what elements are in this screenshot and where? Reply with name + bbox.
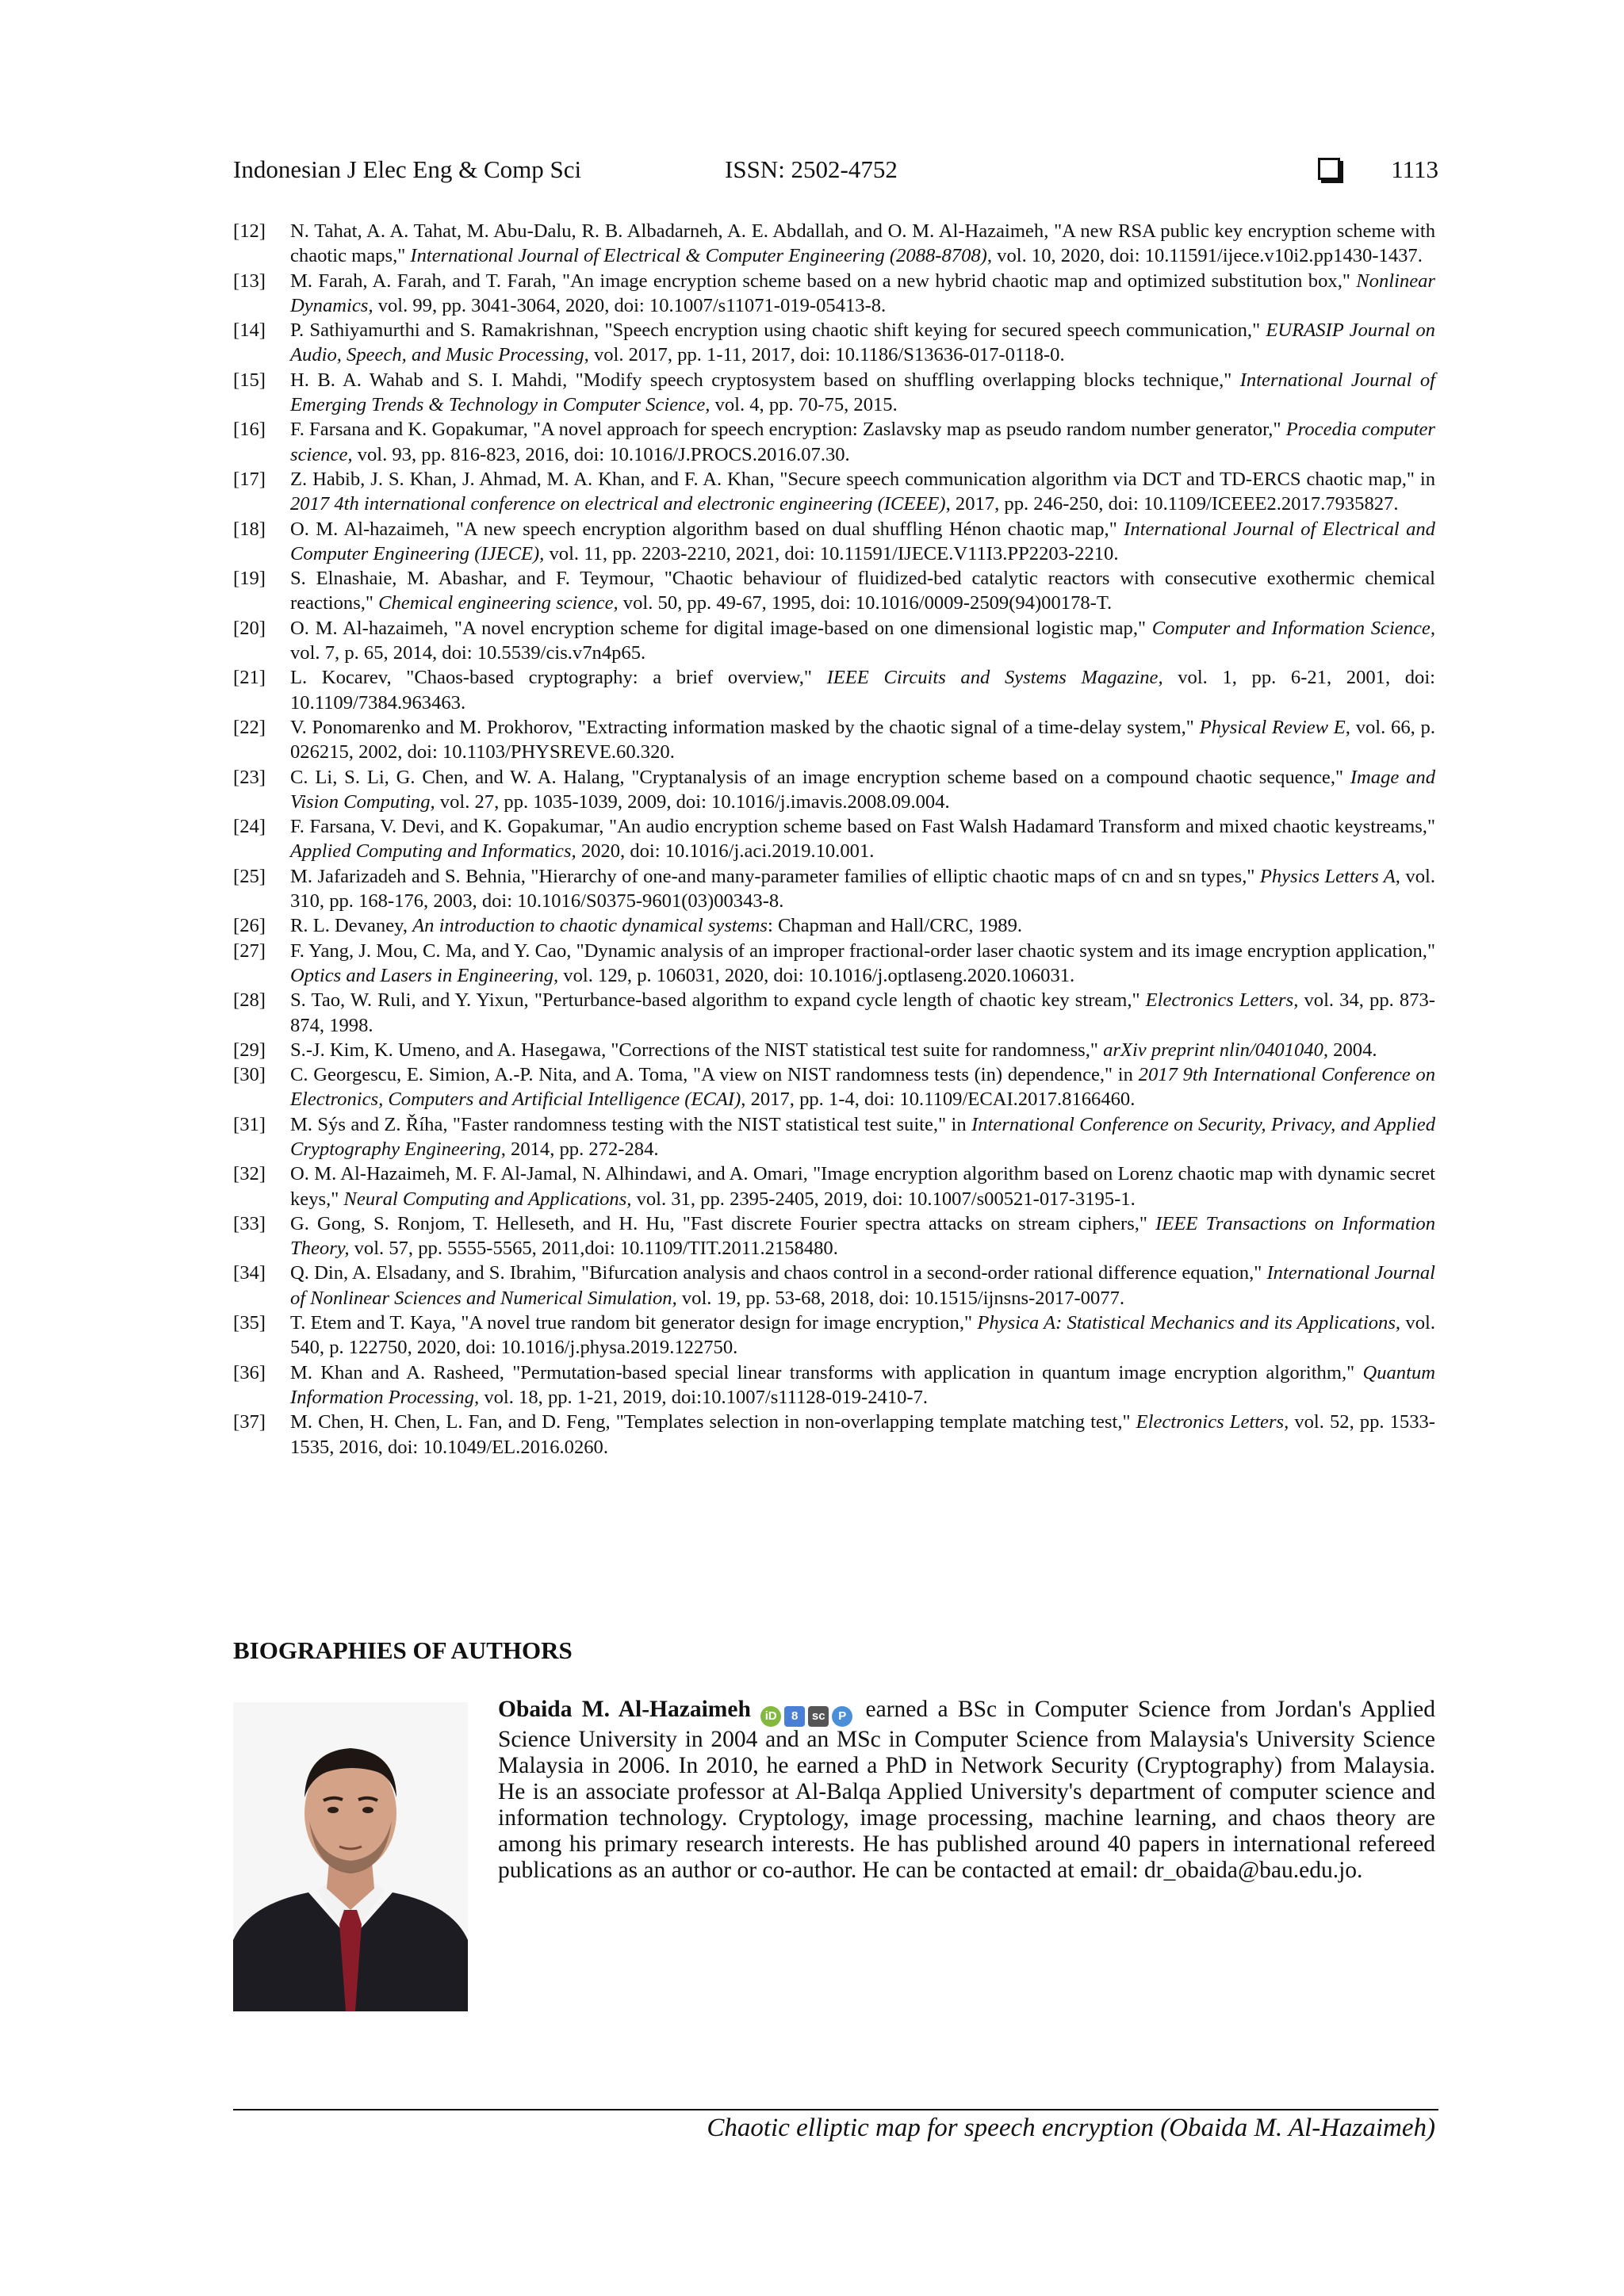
reference-authors-title: V. Ponomarenko and M. Prokhorov, "Extracting information masked by the chaotic signal of a time-delay system," — [290, 716, 1200, 738]
publons-icon[interactable]: P — [832, 1706, 852, 1727]
reference-authors-title: R. L. Devaney, — [290, 915, 413, 937]
reference-details: vol. 310, pp. 168-176, 2003, doi: 10.1016/S0375-9601(03)00343-8. — [290, 865, 1435, 913]
reference-item — [233, 517, 1435, 567]
reference-authors-title: C. Georgescu, E. Simion, A.-P. Nita, and A. Toma, "A view on NIST randomness tests (in) dependence," in — [290, 1064, 1139, 1086]
reference-details: vol. 99, pp. 3041-3064, 2020, doi: 10.1007/s11071-019-05413-8. — [373, 294, 887, 316]
reference-number: [17] — [233, 468, 266, 490]
reference-number: [20] — [233, 617, 266, 639]
reference-venue: Neural Computing and Applications, — [343, 1188, 632, 1210]
reference-authors-title: S.-J. Kim, K. Umeno, and A. Hasegawa, "Corrections of the NIST statistical test suite for randomness," — [290, 1039, 1104, 1061]
running-footer: Chaotic elliptic map for speech encryption (Obaida M. Al-Hazaimeh) — [707, 2114, 1435, 2142]
reference-details: vol. 66, p. 026215, 2002, doi: 10.1103/PHYSREVE.60.320. — [290, 716, 1435, 763]
issn-label: ISSN: 2502-4752 — [725, 155, 898, 183]
reference-venue: 2017 9th International Conference on Electronics, Computers and Artificial Intelligence (ECAI) — [290, 1064, 1435, 1111]
reference-text — [290, 368, 1435, 418]
checkbox-square-icon — [1318, 158, 1340, 180]
page-header — [233, 155, 1438, 187]
reference-item — [233, 417, 1435, 467]
reference-venue: Physica A: Statistical Mechanics and its Applications, — [977, 1312, 1401, 1334]
reference-details: , 2017, pp. 246-250, doi: 10.1109/ICEEE2.2017.7935827. — [945, 493, 1399, 515]
reference-details: vol. 19, pp. 53-68, 2018, doi: 10.1515/ijnsns-2017-0077. — [676, 1287, 1125, 1309]
google-scholar-icon[interactable]: 8 — [784, 1706, 805, 1727]
reference-item — [233, 1360, 1435, 1410]
reference-authors-title: F. Farsana and K. Gopakumar, "A novel approach for speech encryption: Zaslavsky map as pseudo random number generator," — [290, 419, 1286, 441]
reference-authors-title: M. Sýs and Z. Říha, "Faster randomness testing with the NIST statistical test suite," in — [290, 1113, 972, 1135]
reference-text — [290, 988, 1435, 1038]
reference-text — [290, 665, 1435, 715]
reference-item — [233, 1038, 1435, 1062]
reference-number: [15] — [233, 369, 266, 391]
reference-venue: Image and Vision Computing, — [290, 766, 1435, 813]
reference-authors-title: L. Kocarev, "Chaos-based cryptography: a brief overview," — [290, 667, 827, 689]
reference-text — [290, 765, 1435, 815]
reference-text — [290, 1161, 1435, 1211]
reference-venue: International Journal of Electrical & Computer Engineering (2088-8708), — [410, 245, 993, 267]
journal-name: Indonesian J Elec Eng & Comp Sci — [233, 155, 582, 183]
reference-number: [37] — [233, 1411, 266, 1433]
reference-details: vol. 2017, pp. 1-11, 2017, doi: 10.1186/S13636-017-0118-0. — [588, 344, 1065, 366]
reference-authors-title: C. Li, S. Li, G. Chen, and W. A. Halang, "Cryptanalysis of an image encryption scheme based on a compound chaotic sequence," — [290, 766, 1350, 788]
reference-venue: Computer and Information Science, — [1151, 617, 1435, 639]
reference-item — [233, 715, 1435, 765]
reference-item — [233, 616, 1435, 666]
reference-text — [290, 269, 1435, 319]
reference-text — [290, 1410, 1435, 1460]
reference-text — [290, 913, 1435, 938]
author-portrait-image — [233, 1702, 468, 2011]
reference-details: : Chapman and Hall/CRC, 1989. — [767, 915, 1023, 937]
reference-details: vol. 31, pp. 2395-2405, 2019, doi: 10.1007/s00521-017-3195-1. — [631, 1188, 1136, 1210]
reference-text — [290, 814, 1435, 864]
reference-number: [16] — [233, 419, 266, 441]
orcid-icon[interactable]: iD — [760, 1706, 781, 1727]
reference-authors-title: T. Etem and T. Kaya, "A novel true random bit generator design for image encryption," — [290, 1312, 978, 1334]
footer-rule — [233, 2109, 1438, 2110]
reference-venue: International Journal of Emerging Trends & Technology in Computer Science, — [290, 369, 1435, 416]
reference-text — [290, 318, 1435, 368]
reference-text — [290, 616, 1435, 666]
reference-details: vol. 18, pp. 1-21, 2019, doi:10.1007/s11128-019-2410-7. — [479, 1386, 929, 1408]
author-biography — [498, 1697, 1435, 1884]
reference-number: [31] — [233, 1113, 266, 1135]
reference-text — [290, 1062, 1435, 1112]
reference-number: [24] — [233, 816, 266, 838]
reference-details: vol. 10, 2020, doi: 10.11591/ijece.v10i2.pp1430-1437. — [992, 245, 1423, 267]
reference-venue: Procedia computer science, — [290, 419, 1435, 465]
reference-authors-title: M. Chen, H. Chen, L. Fan, and D. Feng, "Templates selection in non-overlapping template matching test," — [290, 1411, 1136, 1433]
reference-details: vol. 93, pp. 816-823, 2016, doi: 10.1016/J.PROCS.2016.07.30. — [352, 443, 850, 465]
reference-item — [233, 1311, 1435, 1360]
reference-details: , 2014, pp. 272-284. — [500, 1138, 659, 1160]
reference-text — [290, 517, 1435, 567]
reference-number: [28] — [233, 989, 266, 1012]
reference-item — [233, 1211, 1435, 1261]
reference-item — [233, 1112, 1435, 1162]
reference-number: [23] — [233, 766, 266, 788]
reference-item — [233, 1062, 1435, 1112]
reference-item — [233, 939, 1435, 989]
reference-item — [233, 1410, 1435, 1460]
reference-authors-title: G. Gong, S. Ronjom, T. Helleseth, and H. Hu, "Fast discrete Fourier spectra attacks on stream ciphers," — [290, 1212, 1156, 1234]
reference-details: , 2017, pp. 1-4, doi: 10.1109/ECAI.2017.8166460. — [741, 1089, 1136, 1111]
reference-item — [233, 368, 1435, 418]
author-photo — [233, 1702, 468, 2011]
reference-details: vol. 52, pp. 1533-1535, 2016, doi: 10.1049/EL.2016.0260. — [290, 1411, 1435, 1458]
reference-venue: Applied Computing and Informatics, — [290, 840, 576, 863]
reference-venue: International Conference on Security, Privacy, and Applied Cryptography Engineering — [290, 1113, 1436, 1160]
reference-details: 2020, doi: 10.1016/j.aci.2019.10.001. — [576, 840, 875, 863]
reference-text — [290, 1112, 1435, 1162]
reference-venue: Chemical engineering science, — [378, 592, 619, 614]
reference-authors-title: N. Tahat, A. A. Tahat, M. Abu-Dalu, R. B. Albadarneh, A. E. Abdallah, and O. M. Al-Hazaimeh, "A new RSA public key encryption scheme with chaotic maps," — [290, 220, 1435, 267]
reference-text — [290, 417, 1435, 467]
reference-item — [233, 814, 1435, 864]
reference-venue: Electronics Letters, — [1145, 989, 1299, 1012]
reference-venue: An introduction to chaotic dynamical systems — [412, 915, 768, 937]
reference-authors-title: O. M. Al-hazaimeh, "A new speech encryption algorithm based on dual shuffling Hénon chaotic map," — [290, 518, 1124, 540]
reference-item — [233, 1261, 1435, 1311]
reference-authors-title: F. Yang, J. Mou, C. Ma, and Y. Cao, "Dynamic analysis of an improper fractional-order laser chaotic system and its image encryption application," — [290, 939, 1435, 962]
reference-venue: Nonlinear Dynamics, — [290, 270, 1435, 316]
reference-text — [290, 566, 1435, 616]
reference-text — [290, 467, 1435, 517]
reference-text — [290, 864, 1435, 914]
reference-authors-title: M. Jafarizadeh and S. Behnia, "Hierarchy of one-and many-parameter families of elliptic chaotic maps of cn and sn types," — [290, 865, 1260, 887]
reference-text — [290, 1261, 1435, 1311]
reference-details: vol. 27, pp. 1035-1039, 2009, doi: 10.1016/j.imavis.2008.09.004. — [435, 790, 950, 813]
reference-venue: International Journal of Electrical and Computer Engineering (IJECE), — [290, 518, 1435, 564]
reference-text — [290, 1038, 1435, 1062]
reference-venue: Physical Review E, — [1199, 716, 1350, 738]
reference-number: [25] — [233, 865, 266, 887]
reference-number: [19] — [233, 568, 266, 590]
reference-text — [290, 939, 1435, 989]
reference-number: [21] — [233, 667, 266, 689]
reference-details: vol. 11, pp. 2203-2210, 2021, doi: 10.11591/IJECE.V11I3.PP2203-2210. — [544, 542, 1119, 564]
reference-number: [34] — [233, 1262, 266, 1284]
reference-authors-title: S. Tao, W. Ruli, and Y. Yixun, "Perturbance-based algorithm to expand cycle length of chaotic key stream," — [290, 989, 1146, 1012]
reference-authors-title: O. M. Al-Hazaimeh, M. F. Al-Jamal, N. Alhindawi, and A. Omari, "Image encryption algorithm based on Lorenz chaotic map with dynamic secret keys," — [290, 1163, 1435, 1210]
reference-text — [290, 1311, 1435, 1360]
biographies-heading: BIOGRAPHIES OF AUTHORS — [233, 1636, 573, 1664]
reference-number: [26] — [233, 915, 266, 937]
reference-venue: IEEE Transactions on Information Theory, — [290, 1212, 1435, 1260]
reference-authors-title: M. Farah, A. Farah, and T. Farah, "An image encryption scheme based on a new hybrid chaotic map and optimized substitution box," — [290, 270, 1357, 292]
reference-number: [13] — [233, 270, 266, 292]
reference-item — [233, 467, 1435, 517]
reference-details: 2004. — [1328, 1039, 1377, 1061]
reference-venue: 2017 4th international conference on electrical and electronic engineering (ICEEE) — [290, 493, 946, 515]
reference-authors-title: Q. Din, A. Elsadany, and S. Ibrahim, "Bifurcation analysis and chaos control in a second-order rational difference equation," — [290, 1262, 1267, 1284]
reference-details: vol. 4, pp. 70-75, 2015. — [710, 394, 898, 416]
reference-item — [233, 864, 1435, 914]
reference-authors-title: Z. Habib, J. S. Khan, J. Ahmad, M. A. Khan, and F. A. Khan, "Secure speech communication algorithm via DCT and TD-ERCS chaotic map," in — [290, 468, 1435, 490]
reference-details: vol. 1, pp. 6-21, 2001, doi: 10.1109/7384.963463. — [290, 667, 1435, 714]
reference-number: [30] — [233, 1064, 266, 1086]
reference-item — [233, 765, 1435, 815]
reference-item — [233, 988, 1435, 1038]
reference-number: [33] — [233, 1212, 266, 1234]
author-name: Obaida M. Al-Hazaimeh — [498, 1697, 751, 1722]
reference-authors-title: S. Elnashaie, M. Abashar, and F. Teymour, "Chaotic behaviour of fluidized-bed catalytic reactors with consecutive exothermic chemical reactions," — [290, 568, 1435, 614]
reference-authors-title: H. B. A. Wahab and S. I. Mahdi, "Modify speech cryptosystem based on shuffling overlapping blocks technique," — [290, 369, 1240, 391]
page-number: 1113 — [1391, 155, 1438, 183]
reference-number: [36] — [233, 1361, 266, 1383]
reference-details: vol. 129, p. 106031, 2020, doi: 10.1016/j.optlaseng.2020.106031. — [558, 964, 1075, 986]
reference-item — [233, 665, 1435, 715]
reference-number: [27] — [233, 939, 266, 962]
reference-venue: Physics Letters A, — [1259, 865, 1400, 887]
reference-number: [32] — [233, 1163, 266, 1185]
reference-authors-title: P. Sathiyamurthi and S. Ramakrishnan, "Speech encryption using chaotic shift keying for secured speech communication," — [290, 320, 1266, 342]
reference-venue: Electronics Letters, — [1136, 1411, 1289, 1433]
reference-text — [290, 219, 1435, 269]
reference-venue: IEEE Circuits and Systems Magazine, — [826, 667, 1163, 689]
reference-authors-title: F. Farsana, V. Devi, and K. Gopakumar, "An audio encryption scheme based on Fast Walsh Hadamard Transform and mixed chaotic keystreams," — [290, 816, 1435, 838]
reference-number: [35] — [233, 1312, 266, 1334]
reference-details: vol. 57, pp. 5555-5565, 2011,doi: 10.1109/TIT.2011.2158480. — [349, 1238, 838, 1260]
reference-list — [233, 219, 1435, 1460]
reference-details: vol. 7, p. 65, 2014, doi: 10.5539/cis.v7n4p65. — [290, 642, 646, 664]
reference-venue: Quantum Information Processing, — [290, 1361, 1435, 1408]
reference-text — [290, 715, 1435, 765]
biography-text: earned a BSc in Computer Science from Jordan's Applied Science University in 2004 and an MSc in Computer Science from Malaysia's University Science Malaysia in 2006. In 2010, he earned a PhD in Network Security (Cryptography) from Malaysia. He is an associate professor at Al-Balqa Applied University's department of computer science and information technology. Cryptology, image processing, machine learning, and chaos theory are among his primary research interests. He has published around 40 papers in international refereed publications as an author or co-author. He can be contacted at email: dr_obaida@bau.edu.jo. — [498, 1697, 1435, 1883]
reference-number: [12] — [233, 220, 266, 242]
reference-venue: International Journal of Nonlinear Sciences and Numerical Simulation, — [290, 1262, 1435, 1309]
reference-number: [22] — [233, 716, 266, 738]
reference-item — [233, 318, 1435, 368]
reference-details: vol. 540, p. 122750, 2020, doi: 10.1016/j.physa.2019.122750. — [290, 1312, 1435, 1359]
reference-item — [233, 566, 1435, 616]
reference-details: vol. 34, pp. 873-874, 1998. — [290, 989, 1435, 1036]
reference-authors-title: M. Khan and A. Rasheed, "Permutation-based special linear transforms with application in quantum image encryption algorithm," — [290, 1361, 1363, 1383]
reference-number: [18] — [233, 518, 266, 540]
reference-text — [290, 1360, 1435, 1410]
scopus-icon[interactable]: sc — [808, 1706, 829, 1727]
reference-item — [233, 269, 1435, 319]
reference-details: vol. 50, pp. 49-67, 1995, doi: 10.1016/0009-2509(94)00178-T. — [618, 592, 1113, 614]
reference-venue: EURASIP Journal on Audio, Speech, and Music Processing, — [290, 320, 1435, 366]
reference-number: [29] — [233, 1039, 266, 1061]
reference-number: [14] — [233, 320, 266, 342]
reference-item — [233, 219, 1435, 269]
reference-item — [233, 913, 1435, 938]
reference-venue: Optics and Lasers in Engineering, — [290, 964, 559, 986]
reference-authors-title: O. M. Al-hazaimeh, "A novel encryption scheme for digital image-based on one dimensional logistic map," — [290, 617, 1152, 639]
reference-text — [290, 1211, 1435, 1261]
reference-item — [233, 1161, 1435, 1211]
reference-venue: arXiv preprint nlin/0401040, — [1103, 1039, 1329, 1061]
